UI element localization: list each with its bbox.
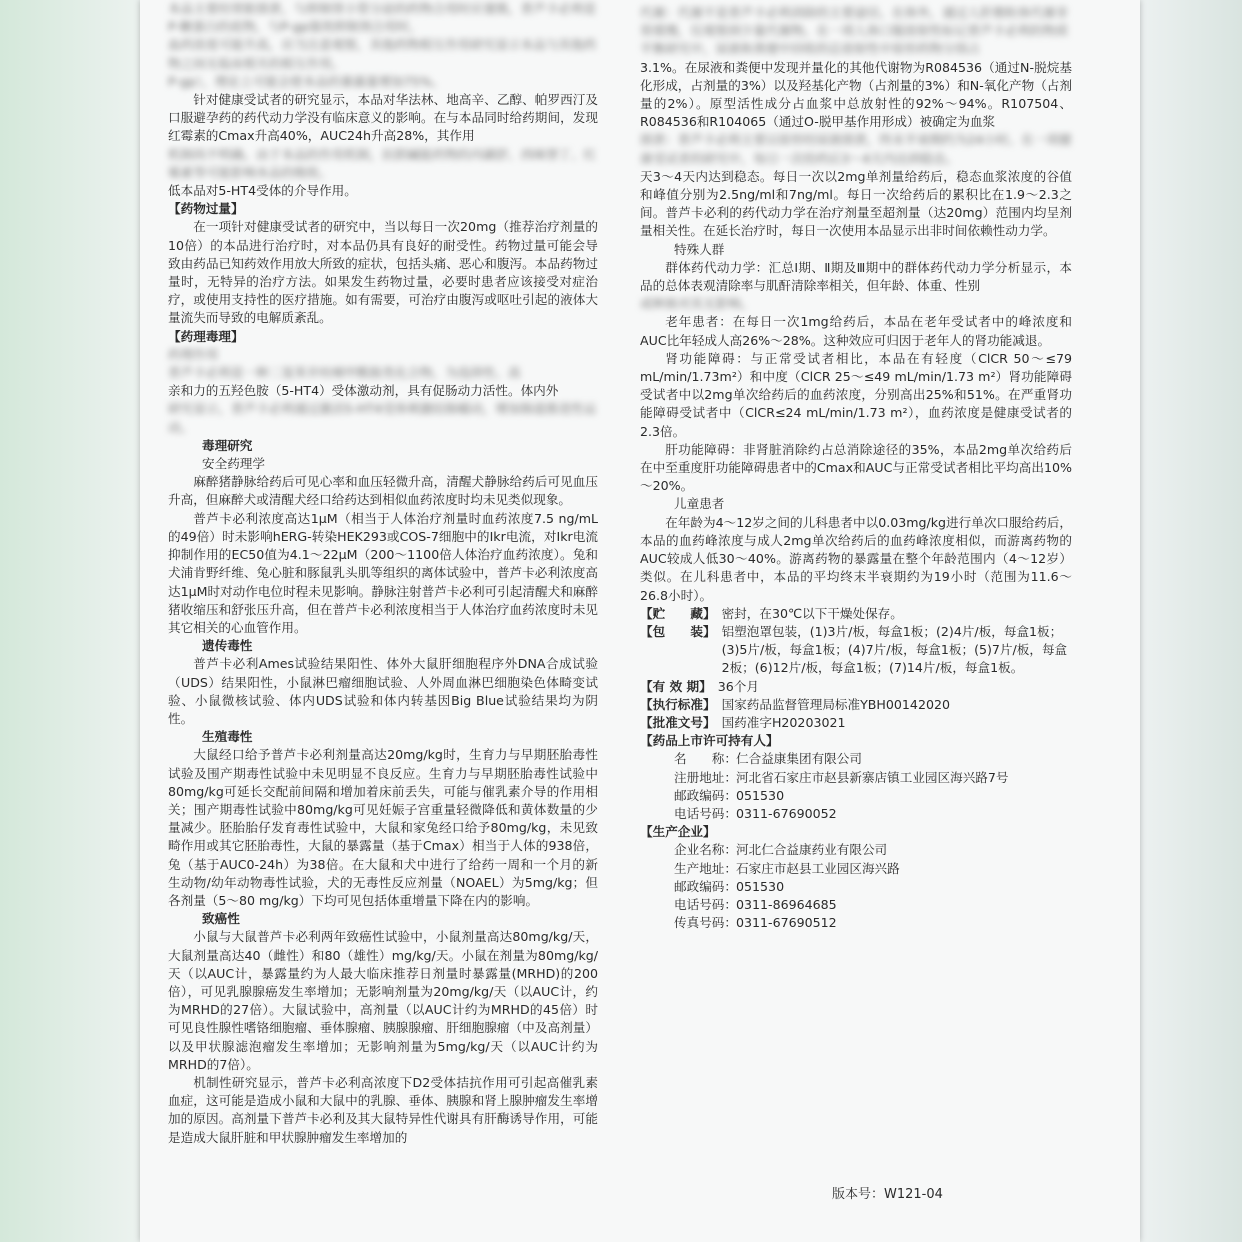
info-value: 0311-67690512 <box>736 915 837 931</box>
paragraph: 普芦卡必利浓度高达1μM（相当于人体治疗剂量时血药浓度7.5 ng/mL的49倍）时未影响hERG-转染HEK293或COS-7细胞中的Ikr电流，对Ikr电流抑制作用的EC50值为4.1～22μM（200～1100倍人体治疗血药浓度）。兔和犬浦肯野纤维、兔心脏和豚鼠乳头肌等组织的离体试验中，普芦卡必利浓度高达1μM时对动作电位时程未见影响。静脉注射普芦卡必利可引起清醒犬和麻醉猪收缩压和舒张压升高，但在普芦卡必利浓度相当于人体治疗血药浓度时未见其它相关的心血管作用。 <box>168 510 598 635</box>
blurred-paragraph: 机制尚不明确。由于本品的作用机制，抗胆碱能药物的丙磺舒、西咪替丁、红霉素等可能影响本品的吸收。 <box>168 146 597 180</box>
company-info-row <box>674 878 1072 896</box>
info-value: 国药准字H20203021 <box>721 714 846 730</box>
paragraph: 麻醉猪静脉给药后可见心率和血压轻微升高，清醒犬静脉给药后可见血压升高，但麻醉犬或清醒犬经口给药达到相似血药浓度时均未见类似现象。 <box>168 474 598 508</box>
company-info-row <box>674 914 1072 932</box>
paragraph: 肝功能障碍：非肾脏消除约占总消除途径的35%，本品2mg单次给药后在中至重度肝功能障碍患者中的Cmax和AUC与正常受试者相比平均高出10%～20%。 <box>640 441 1072 494</box>
left-column <box>168 0 598 1147</box>
info-label: 电话号码： <box>674 805 737 821</box>
info-label: 邮政编码： <box>674 878 737 894</box>
info-label: 传真号码： <box>674 915 737 931</box>
paragraph: 普芦卡必利Ames试验结果阳性、体外大鼠肝细胞程序外DNA合成试验（UDS）结果阳性，小鼠淋巴瘤细胞试验、人外周血淋巴细胞染色体畸变试验、小鼠微核试验、体内UDS试验和体内转基因Big Blue试验结果均为阴性。 <box>168 656 598 726</box>
section-heading: 【药品上市许可持有人】 <box>640 733 779 749</box>
blurred-paragraph: P-gp），理论上可能会使本品的暴露量增加75%。 <box>168 73 445 89</box>
paragraph: 天3～4天内达到稳态。每日一次以2mg单剂量给药后，稳态血浆浓度的谷值和峰值分别为2.5ng/ml和7ng/ml。每日一次给药后的累积比在1.9～2.3之间。普芦卡必利的药代动力学在治疗剂量至超剂量（达20mg）范围内均呈剂量相关性。在延长治疗时，每日一次使用本品显示出非时间依赖性动力学。 <box>640 168 1072 239</box>
section-heading: 毒理研究 <box>202 437 253 453</box>
company-info-row <box>674 860 1072 878</box>
info-label: 生产地址： <box>674 860 737 876</box>
info-label: 【贮 藏】 <box>640 605 716 621</box>
paragraph: 在一项针对健康受试者的研究中，当以每日一次20mg（推荐治疗剂量的10倍）的本品进行治疗时，对本品仍具有良好的耐受性。药物过量可能会导致由药品已知药效作用放大所致的症状，包括头痛、恶心和腹泻。本品药物过量时，无特异的治疗方法。如果发生药物过量，必要时患者应该接受对症治疗，或使用支持性的医疗措施。如有需要，可治疗由腹泻或呕吐引起的液体大量流失而导致的电解质紊乱。 <box>168 219 598 326</box>
paragraph: 3.1%。在尿液和粪便中发现并量化的其他代谢物为R084536（通过N-脱烷基化形成，占剂量的3%）以及羟基化产物（占剂量的3%）和N-氧化产物（占剂量的2%）。原型活性成分占血浆中总放射性的92%～94%。R107504、R084536和R104065（通过O-脱甲基作用形成）被确定为血浆 <box>640 59 1072 130</box>
info-value: 0311-67690052 <box>736 805 837 821</box>
paragraph: 老年患者：在每日一次1mg给药后，本品在老年受试者中的峰浓度和AUC比年轻成人高26%～28%。这种效应可归因于老年人的肾功能减退。 <box>640 314 1072 348</box>
background-left <box>0 0 150 1242</box>
paragraph: 肾功能障碍：与正常受试者相比，本品在有轻度（ClCR 50～≤79 mL/min/1.73m²）和中度（ClCR 25～≤49 mL/min/1.73 m²）肾功能障碍受试者中以2mg单次给药后的血药浓度，分别高出25%和51%。在严重肾功能障碍受试者中（ClCR≤24 mL/min/1.73 m²），血药浓度是健康受试者的2.3倍。 <box>640 350 1072 439</box>
company-info-row <box>674 787 1072 805</box>
paragraph: 儿童患者 <box>674 496 725 512</box>
info-label: 【批准文号】 <box>640 714 716 730</box>
info-row <box>640 678 1072 696</box>
info-label: 企业名称： <box>674 842 737 858</box>
paragraph: 低本品对5-HT4受体的介导作用。 <box>168 183 357 199</box>
section-heading: 【生产企业】 <box>640 824 716 840</box>
paragraph: 安全药理学 <box>202 456 265 472</box>
paragraph: 大鼠经口给予普芦卡必利剂量高达20mg/kg时，生育力与早期胚胎毒性试验及围产期毒性试验中未见明显不良反应。生育力与早期胚胎毒性试验中80mg/kg可延长交配前间隔和增加着床前丢失，可能与催乳素介导的作用相关；围产期毒性试验中80mg/kg可见妊娠子宫重量轻微降低和黄体数量的少量减少。胚胎胎仔发育毒性试验中，大鼠和家兔经口给予80mg/kg，未见致畸作用或其它胚胎毒性，大鼠的暴露量（基于Cmax）相当于人体的938倍，兔（基于AUC0-24h）为38倍。在大鼠和犬中进行了给药一周和一个月的新生动物/幼年动物毒性试验，犬的无毒性反应剂量（NOAEL）为5mg/kg；但各剂量（5～80 mg/kg）下均可见包括体重增量下降在内的影响。 <box>168 747 598 908</box>
info-value: 河北仁合益康药业有限公司 <box>736 842 888 858</box>
paragraph: 针对健康受试者的研究显示，本品对华法林、地高辛、乙醇、帕罗西汀及口服避孕药的药代动力学没有临床意义的影响。在与本品同时给药期间，发现红霉素的Cmax升高40%，AUC24h升高28%，其作用 <box>168 92 598 144</box>
paragraph: 小鼠与大鼠普芦卡必利两年致癌性试验中，小鼠剂量高达80mg/kg/天，大鼠剂量高达40（雌性）和80（雄性）mg/kg/天。小鼠在剂量为80mg/kg/天（以AUC计，暴露量约为人最大临床推荐日剂量时暴露量(MRHD)的200倍），可见乳腺腺癌发生率增加；无影响剂量为20mg/kg/天（以AUC计，约为MRHD的27倍）。大鼠试验中，高剂量（以AUC计约为MRHD的45倍）时可见良性腺性嗜铬细胞瘤、垂体腺瘤、胰腺腺瘤、肝细胞腺瘤（中及高剂量）以及甲状腺滤泡瘤发生率增加；无影响剂量为5mg/kg/天（以AUC计约为MRHD的7倍）。 <box>168 929 598 1072</box>
info-label: 电话号码： <box>674 896 737 912</box>
info-value: 河北省石家庄市赵县新寨店镇工业园区海兴路7号 <box>736 769 1009 785</box>
section-heading: 生殖毒性 <box>202 729 253 745</box>
info-value: 国家药品监督管理局标准YBH00142020 <box>721 696 950 712</box>
company-info-row <box>674 805 1072 823</box>
paragraph: 机制性研究显示，普芦卡必利高浓度下D2受体拮抗作用可引起高催乳素血症，这可能是造成小鼠和大鼠中的乳腺、垂体、胰腺和肾上腺肿瘤发生率增加的原因。高剂量下普芦卡必利及其大鼠特异性代谢具有肝酶诱导作用，可能是造成大鼠肝脏和甲状腺肿瘤发生率增加的 <box>168 1074 598 1145</box>
version-number: 版本号：W121-04 <box>832 1187 943 1202</box>
info-row <box>640 696 1072 714</box>
paragraph: 特殊人群 <box>674 241 725 257</box>
info-row <box>640 714 1072 732</box>
blurred-paragraph: 普芦卡必利是一种二氢苯并呋喃甲酰胺类化合物，为选择性、高 <box>168 365 521 381</box>
paragraph: 群体药代动力学：汇总Ⅰ期、Ⅱ期及Ⅲ期中的群体药代动力学分析显示，本品的总体表观清除率与肌酐清除率相关，但年龄、体重、性别 <box>640 259 1072 294</box>
section-heading: 【药物过量】 <box>168 201 244 217</box>
package-insert-sheet <box>140 0 1140 1242</box>
section-heading: 遗传毒性 <box>202 638 253 654</box>
info-value: 051530 <box>736 878 785 894</box>
company-info-row <box>674 896 1072 914</box>
section-heading: 【药理毒理】 <box>168 328 244 344</box>
company-info-row <box>674 769 1072 787</box>
blurred-paragraph: 本品主要经肾脏排泄，与抑制肾小管分泌的药物合用时应谨慎，普芦卡必利是P-糖蛋白的底物，与P-gp强效抑制剂合用时， <box>168 1 597 35</box>
blurred-paragraph: 或种族对其无影响。 <box>640 296 754 312</box>
info-value: 密封，在30℃以下干燥处保存。 <box>721 605 903 621</box>
info-row <box>640 605 1072 623</box>
info-label: 注册地址： <box>674 769 737 785</box>
info-row <box>640 623 1072 678</box>
info-label: 【包 装】 <box>640 623 716 639</box>
section-heading: 致癌性 <box>202 911 240 927</box>
blurred-paragraph: 排泄：普芦卡必利主要以原形经尿液排泄，终末半衰期约为24小时。在一项健康受试者的研究中，每日一次给药后3～4天内达到稳态。 <box>640 132 1072 166</box>
info-label: 邮政编码： <box>674 787 737 803</box>
blurred-paragraph: 代谢：代谢不是普芦卡必利消除的主要途径。在体外，通过人肝微粒体代谢非常缓慢，仅观察到少量代谢物。在一项人体口服放射性标记普芦卡必利的物质平衡研究中，尿液和粪便中回收的总放射性中原形药物分别占 <box>640 5 1069 57</box>
info-value: 铝塑泡罩包装，(1)3片/板，每盒1板；(2)4片/板，每盒1板；(3)5片/板，每盒1板；(4)7片/板，每盒1板；(5)7片/板，每盒2板；(6)12片/板，每盒1板；(7)14片/板，每盒1板。 <box>721 623 1068 676</box>
background-right <box>1132 0 1242 1242</box>
info-label: 【执行标准】 <box>640 696 716 712</box>
info-value: 石家庄市赵县工业园区海兴路 <box>736 860 900 876</box>
blurred-paragraph: 血药浓度可能升高，应当注意观察，其他药物相互作用研究显示本品与其他药物之间无临床相关的相互作用。 <box>168 37 597 71</box>
right-column <box>640 4 1072 932</box>
paragraph: 在年龄为4～12岁之间的儿科患者中以0.03mg/kg进行单次口服给药后，本品的血药峰浓度与成人2mg单次给药后的血药峰浓度相似，而游离药物的AUC较成人低30～40%。游离药物的暴露量在整个年龄范围内（4～12岁）类似。在儿科患者中，本品的平均终末半衰期约为19小时（范围为11.6～26.8小时）。 <box>640 514 1072 603</box>
info-value: 051530 <box>736 787 785 803</box>
info-value: 36个月 <box>717 678 759 694</box>
info-value: 仁合益康集团有限公司 <box>736 751 862 767</box>
info-label: 名 称： <box>674 751 737 767</box>
paragraph: 亲和力的五羟色胺（5-HT4）受体激动剂，具有促肠动力活性。体内外 <box>168 383 559 399</box>
info-value: 0311-86964685 <box>736 896 837 912</box>
company-info-row <box>674 750 1072 768</box>
blurred-paragraph: 药理作用 <box>168 346 219 362</box>
info-label: 【有 效 期】 <box>640 678 712 694</box>
company-info-row <box>674 841 1072 859</box>
blurred-paragraph: 研究显示，普芦卡必利通过激活5-HT4受体刺激结肠蠕动，增加肠道推进性运动。 <box>168 401 597 435</box>
